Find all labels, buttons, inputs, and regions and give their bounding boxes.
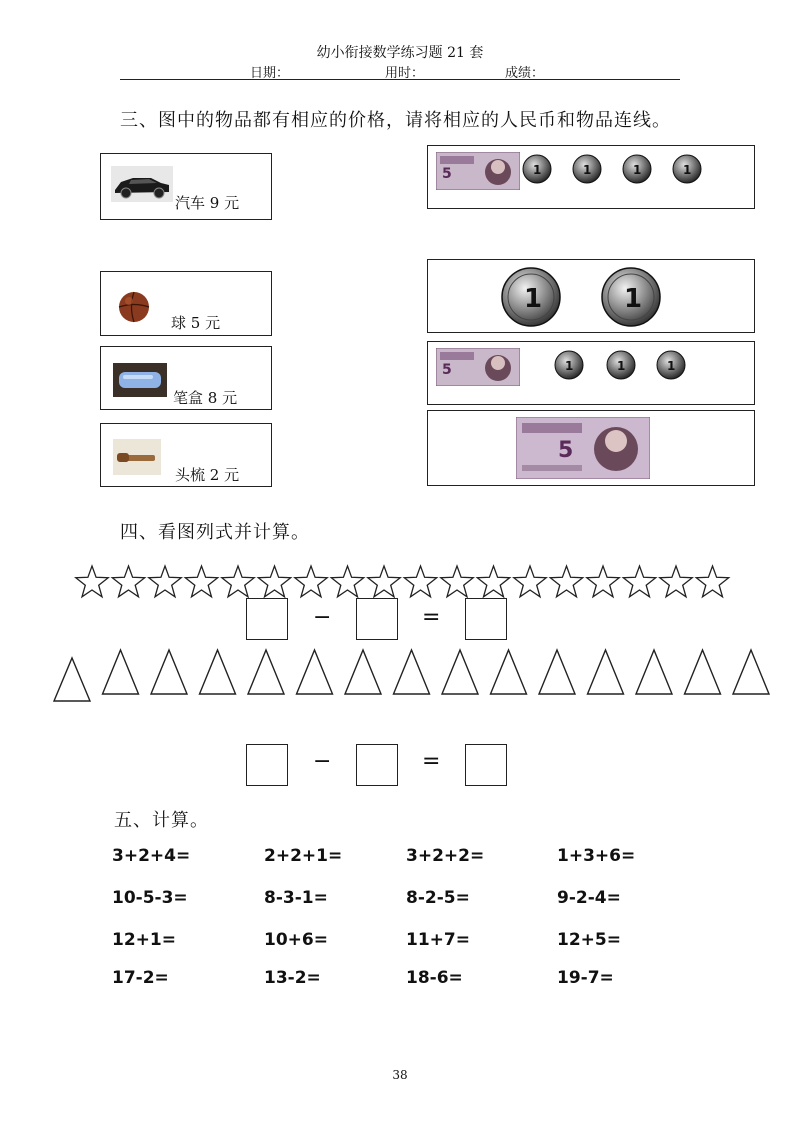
star-icon [149, 566, 181, 597]
triangle-icon [491, 650, 527, 694]
money-box-4[interactable] [427, 410, 755, 486]
score-label: 成绩： [505, 66, 545, 81]
banknote-5-icon [436, 348, 520, 386]
answer-box[interactable] [356, 598, 398, 640]
star-icon [331, 566, 363, 597]
time-label: 用时： [385, 66, 425, 81]
money-box-3[interactable] [427, 341, 755, 405]
answer-box[interactable] [246, 598, 288, 640]
triangle-icon [297, 650, 333, 694]
triangle-icon [539, 650, 575, 694]
header-divider [120, 79, 680, 80]
star-icon [441, 566, 473, 597]
answer-box[interactable] [356, 744, 398, 786]
answer-box[interactable] [246, 744, 288, 786]
svg-text:5: 5 [558, 438, 574, 463]
triangle-icon [733, 650, 769, 694]
svg-text:1: 1 [565, 359, 574, 373]
item-label-car: 汽车 9 元 [175, 194, 240, 212]
triangle-icon [685, 650, 721, 694]
pencil-case-image [113, 363, 167, 397]
money-box-1[interactable] [427, 145, 755, 209]
problem-r3c4: 12+5= [557, 930, 621, 950]
coin-1-icon [622, 154, 652, 184]
equals-sign: = [422, 605, 441, 630]
svg-text:1: 1 [533, 163, 542, 177]
svg-text:1: 1 [667, 359, 676, 373]
triangle-icon [248, 650, 284, 694]
coin-1-icon [522, 154, 552, 184]
problem-r2c2: 8-3-1= [264, 888, 328, 908]
problem-r4c3: 18-6= [406, 968, 463, 988]
problem-r4c4: 19-7= [557, 968, 614, 988]
star-icon [660, 566, 692, 597]
star-icon [587, 566, 619, 597]
svg-text:1: 1 [617, 359, 626, 373]
star-icon [295, 566, 327, 597]
problem-r2c4: 9-2-4= [557, 888, 621, 908]
star-icon [185, 566, 217, 597]
date-label: 日期： [250, 66, 290, 81]
page-number: 38 [392, 1068, 408, 1082]
problem-r4c2: 13-2= [264, 968, 321, 988]
triangle-icon [103, 650, 139, 694]
star-row [74, 562, 734, 602]
problem-r1c1: 3+2+4= [112, 846, 191, 866]
triangle-icon [54, 658, 90, 701]
svg-text:1: 1 [583, 163, 592, 177]
page-header-title: 幼小衔接数学练习题 21 套 [316, 45, 484, 61]
triangle-icon [151, 650, 187, 694]
coin-1-icon [606, 350, 636, 380]
item-box-pencil-case[interactable] [100, 346, 272, 410]
svg-text:1: 1 [683, 163, 692, 177]
comb-image [113, 439, 161, 475]
minus-sign: − [313, 605, 332, 630]
item-box-ball[interactable] [100, 271, 272, 336]
triangle-icon [588, 650, 624, 694]
star-icon [514, 566, 546, 597]
svg-text:5: 5 [442, 166, 452, 182]
coin-1-icon [656, 350, 686, 380]
section-5-title: 五、计算。 [114, 810, 209, 831]
svg-text:5: 5 [442, 362, 452, 378]
equals-sign: = [422, 749, 441, 774]
triangle-row [52, 648, 772, 704]
coin-1-icon [554, 350, 584, 380]
star-icon [550, 566, 582, 597]
star-icon [404, 566, 436, 597]
item-label-ball: 球 5 元 [171, 314, 221, 332]
car-image [111, 166, 173, 202]
svg-text:1: 1 [633, 163, 642, 177]
item-box-car[interactable] [100, 153, 272, 220]
triangle-icon [200, 650, 236, 694]
problem-r3c2: 10+6= [264, 930, 328, 950]
banknote-5-icon [436, 152, 520, 190]
problem-r1c4: 1+3+6= [557, 846, 636, 866]
star-icon [112, 566, 144, 597]
triangle-icon [345, 650, 381, 694]
ball-image [117, 290, 151, 324]
star-icon [623, 566, 655, 597]
star-icon [696, 566, 728, 597]
problem-r3c3: 11+7= [406, 930, 470, 950]
star-icon [222, 566, 254, 597]
problem-r1c2: 2+2+1= [264, 846, 343, 866]
coin-1-icon [572, 154, 602, 184]
item-label-pencil-case: 笔盒 8 元 [173, 389, 238, 407]
large-coin-1-icon [500, 266, 562, 328]
triangle-icon [636, 650, 672, 694]
answer-box[interactable] [465, 598, 507, 640]
money-box-2[interactable] [427, 259, 755, 333]
problem-r1c3: 3+2+2= [406, 846, 485, 866]
item-label-comb: 头梳 2 元 [175, 466, 240, 484]
answer-box[interactable] [465, 744, 507, 786]
star-icon [477, 566, 509, 597]
section-3-title: 三、图中的物品都有相应的价格，请将相应的人民币和物品连线。 [120, 110, 671, 131]
problem-r2c1: 10-5-3= [112, 888, 188, 908]
star-icon [368, 566, 400, 597]
svg-text:1: 1 [624, 284, 643, 314]
star-icon [76, 566, 108, 597]
triangle-icon [394, 650, 430, 694]
item-box-comb[interactable] [100, 423, 272, 487]
problem-r2c3: 8-2-5= [406, 888, 470, 908]
minus-sign: − [313, 749, 332, 774]
problem-r3c1: 12+1= [112, 930, 176, 950]
problem-r4c1: 17-2= [112, 968, 169, 988]
svg-text:1: 1 [524, 284, 543, 314]
coin-1-icon [672, 154, 702, 184]
section-4-title: 四、看图列式并计算。 [120, 522, 310, 543]
triangle-icon [442, 650, 478, 694]
star-icon [258, 566, 290, 597]
large-coin-1-icon [600, 266, 662, 328]
banknote-5-large-icon [516, 417, 650, 479]
